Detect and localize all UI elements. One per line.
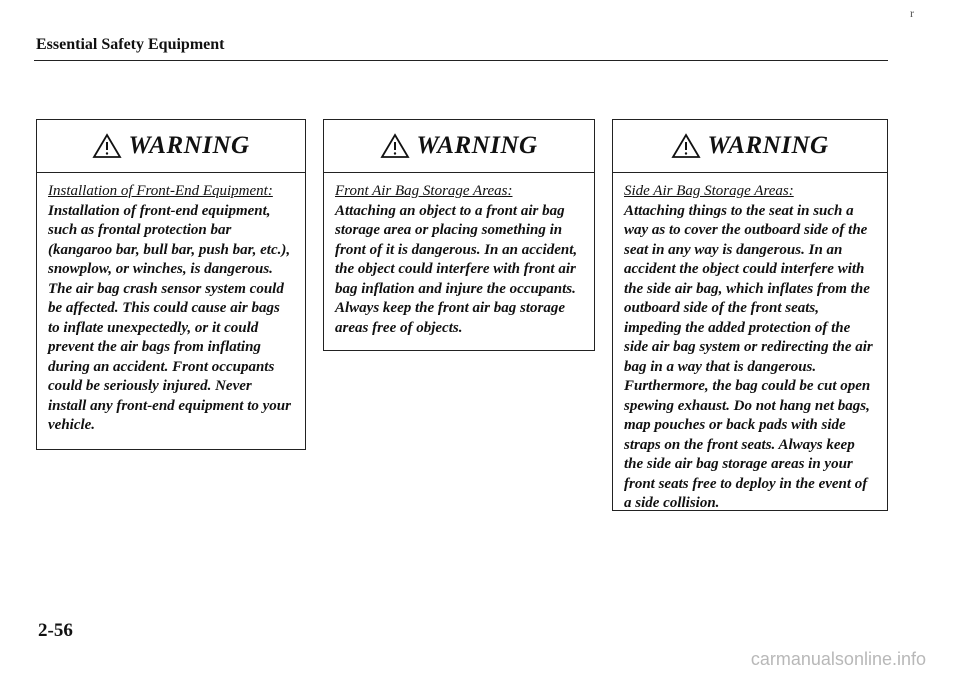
warning-heading: Front Air Bag Storage Areas:	[335, 183, 513, 199]
warning-heading: Installation of Front-End Equipment:	[48, 183, 273, 199]
warning-label: WARNING	[128, 132, 250, 159]
warning-text: Attaching things to the seat in such a way as to cover the outboard side of the seat in any way is dangerous. In an accident the object could interfere with the side air bag, which inflates from the outboard side of the front seats, impeding the added protection of the side air bag system or redirecting the air bag in a way that is dangerous. Furthermore, the bag could be cut open spewing exhaust. Do not hang net bags, map pouches or back pads with side straps on the front seats. Always keep the side air bag storage areas in your front seats free to deploy in the event of a side collision.	[624, 202, 873, 511]
warning-label: WARNING	[707, 132, 829, 159]
warning-text-2: Always keep the front air bag storage areas free of objects.	[335, 300, 566, 336]
warning-box-front-end	[36, 119, 306, 450]
watermark: carmanualsonline.info	[750, 649, 926, 669]
warning-body	[613, 173, 887, 514]
page-number: 2-56	[38, 620, 73, 641]
warning-triangle-icon	[671, 133, 701, 159]
warning-box-side-airbag	[612, 119, 888, 511]
header-divider	[34, 60, 888, 61]
corner-mark: r	[910, 6, 914, 20]
warning-triangle-icon	[92, 133, 122, 159]
warning-header	[613, 120, 887, 173]
warning-body	[37, 173, 305, 436]
warning-heading: Side Air Bag Storage Areas:	[624, 183, 794, 199]
warning-triangle-icon	[380, 133, 410, 159]
warning-box-front-airbag	[323, 119, 595, 351]
warning-label: WARNING	[416, 132, 538, 159]
warning-body	[324, 173, 594, 338]
warning-text: Installation of front-end equipment, such as frontal protection bar (kangaroo bar, bull bar, push bar, etc.), snowplow, or winches, is dangerous. The air bag crash sensor system could be affected. This could cause air bags to inflate unexpectedly, or it could prevent the air bags from inflating during an accident. Front occupants could be seriously injured. Never install any front-end equipment to your vehicle.	[48, 202, 291, 433]
warning-header	[324, 120, 594, 173]
section-title: Essential Safety Equipment	[36, 36, 225, 53]
warning-header	[37, 120, 305, 173]
warning-text: Attaching an object to a front air bag storage area or placing something in front of it is dangerous. In an accident, the object could interfere with front air bag inflation and injure the occupants.	[335, 202, 578, 297]
